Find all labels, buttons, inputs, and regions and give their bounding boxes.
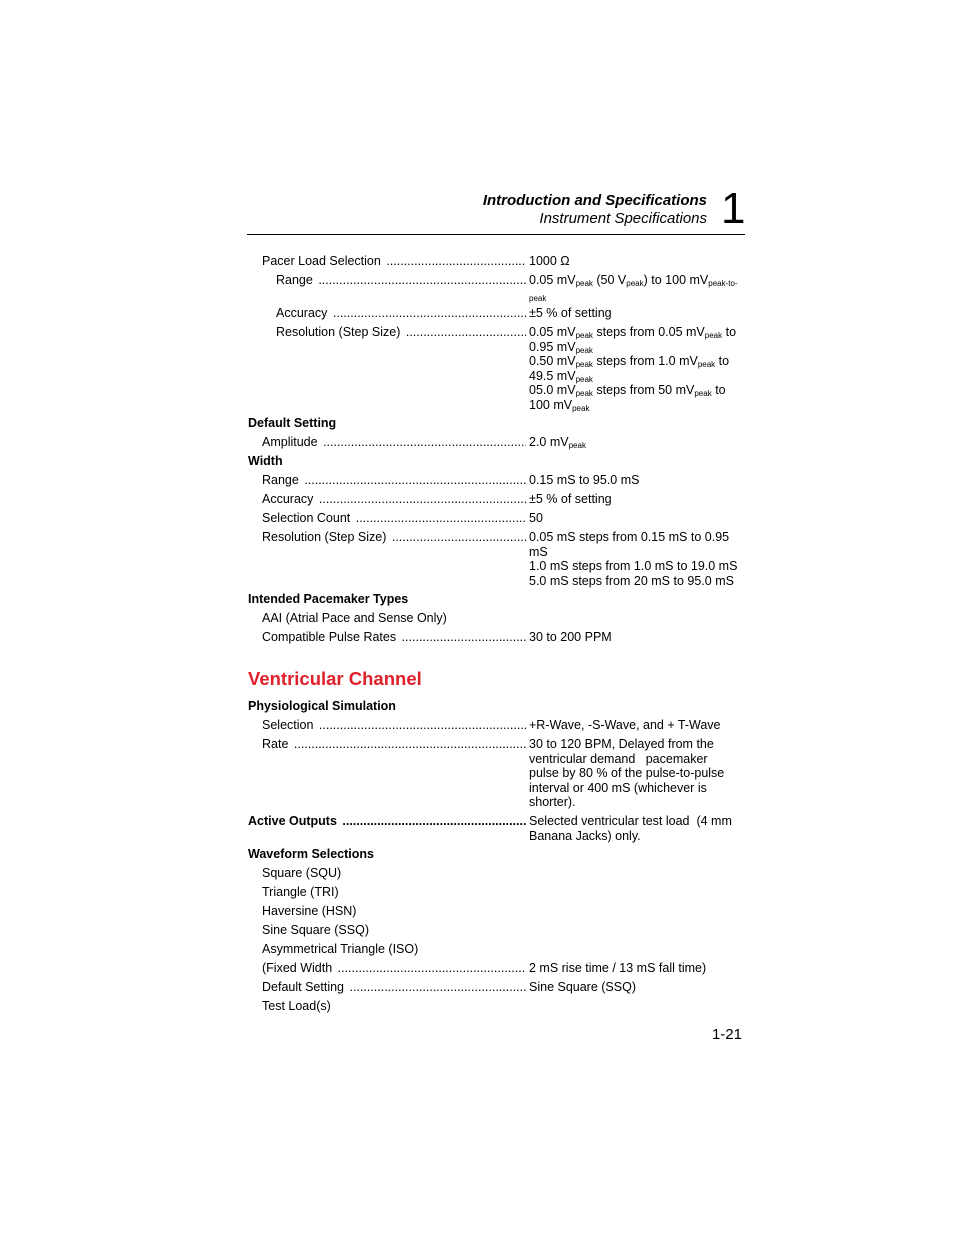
rate-label: Rate ..... <box>262 737 526 752</box>
amplitude-value: 2.0 $mV_{peak}$ <box>529 435 586 450</box>
pulse-rates-label: Compatible Pulse Rates ..... <box>262 630 526 645</box>
pacer-accuracy-label: Accuracy ..... <box>276 306 526 321</box>
page-number: 1-21 <box>711 1026 742 1043</box>
selection-count-value: 50 <box>529 511 543 525</box>
width-resolution-line: 1.0 mS steps from 1.0 mS to 19.0 mS <box>529 559 738 573</box>
active-outputs-label: Active Outputs ..... <box>248 814 526 829</box>
pacer-range-label: Range ..... <box>276 273 526 288</box>
width-resolution-value <box>529 530 739 588</box>
pacer-range-value: 0.05 $mV_{peak}$ (50 $V_{peak}$) to 100 $mV_{peak-to-}$ $_{peak}$ <box>529 273 738 303</box>
rate-line: 30 to 120 BPM, Delayed from the <box>529 737 714 751</box>
rate-line: pulse by 80 % of the pulse-to-pulse <box>529 766 725 780</box>
default-setting-label: Default Setting ..... <box>262 980 526 995</box>
rate-line: ventricular demand pacemaker <box>529 751 708 766</box>
rate-line: shorter). <box>529 795 576 809</box>
width-accuracy-label: Accuracy ..... <box>262 492 526 507</box>
fixed-width-label: (Fixed Width ..... <box>262 961 526 976</box>
fixed-width-value: 2 mS rise time / 13 mS fall time) <box>529 961 707 975</box>
chapter-number: 1 <box>721 184 746 233</box>
width-resolution-line: mS <box>529 544 548 559</box>
width-resolution-line: 0.05 mS steps from 0.15 mS to 0.95 <box>529 530 730 544</box>
default-setting-heading: Default Setting <box>248 416 337 430</box>
waveform-item: Asymmetrical Triangle (ISO) <box>262 942 419 956</box>
rate-line: interval or 400 mS (whichever is <box>529 780 707 795</box>
aai-text: AAI (Atrial Pace and Sense Only) <box>262 611 447 625</box>
pacer-resolution-label: Resolution (Step Size) ..... <box>276 325 526 340</box>
width-accuracy-value: ±5 % of setting <box>529 492 612 506</box>
pulse-rates-value: 30 to 200 PPM <box>529 630 612 644</box>
active-outputs-line: Selected ventricular test load (4 mm <box>529 814 732 828</box>
pacer-load-label: Pacer Load Selection ..... <box>262 254 526 269</box>
physiological-simulation-heading: Physiological Simulation <box>248 699 396 713</box>
header-rule <box>247 234 745 235</box>
waveform-selections-heading: Waveform Selections <box>248 847 374 861</box>
amplitude-label: Amplitude ..... <box>262 435 526 450</box>
pacemaker-types-heading: Intended Pacemaker Types <box>248 592 409 606</box>
header-title: Introduction and Specifications <box>482 192 707 209</box>
pacer-resolution-value: 0.05 $mV_{peak}$ steps from 0.05 $mV_{peak}$ to 0.95 $mV_{peak}$ 0.50 $mV_{peak}$ steps from 1.0 $mV_{peak}$ to 49.5 $mV_{peak}$ 05.0 $mV_{peak}$ steps from 50 $mV_{peak}$ to 100 $mV_{peak}$ <box>529 325 737 413</box>
section-title: Ventricular Channel <box>248 668 422 689</box>
width-resolution-label: Resolution (Step Size) ..... <box>262 530 526 545</box>
default-setting-value: Sine Square (SSQ) <box>529 980 636 994</box>
waveform-item: Haversine (HSN) <box>262 904 357 918</box>
selection-count-label: Selection Count ..... <box>262 511 526 526</box>
width-range-label: Range ..... <box>262 473 526 488</box>
active-outputs-line: Banana Jacks) only. <box>529 828 641 843</box>
test-load-text: Test Load(s) <box>262 999 331 1013</box>
active-outputs-value <box>529 814 739 843</box>
pacer-accuracy-value: ±5 % of setting <box>529 306 612 320</box>
width-range-value: 0.15 mS to 95.0 mS <box>529 473 640 487</box>
width-resolution-line: 5.0 mS steps from 20 mS to 95.0 mS <box>529 573 734 588</box>
pacer-load-value: 1000 Ω <box>529 254 570 268</box>
waveform-item: Sine Square (SSQ) <box>262 923 369 937</box>
waveform-item: Square (SQU) <box>262 866 342 880</box>
rate-value <box>529 737 739 810</box>
header-subtitle: Instrument Specifications <box>539 210 707 227</box>
selection-value: +R-Wave, -S-Wave, and + T-Wave <box>529 718 721 732</box>
selection-label: Selection ..... <box>262 718 526 733</box>
width-heading: Width <box>248 454 283 468</box>
waveform-item: Triangle (TRI) <box>262 885 339 899</box>
